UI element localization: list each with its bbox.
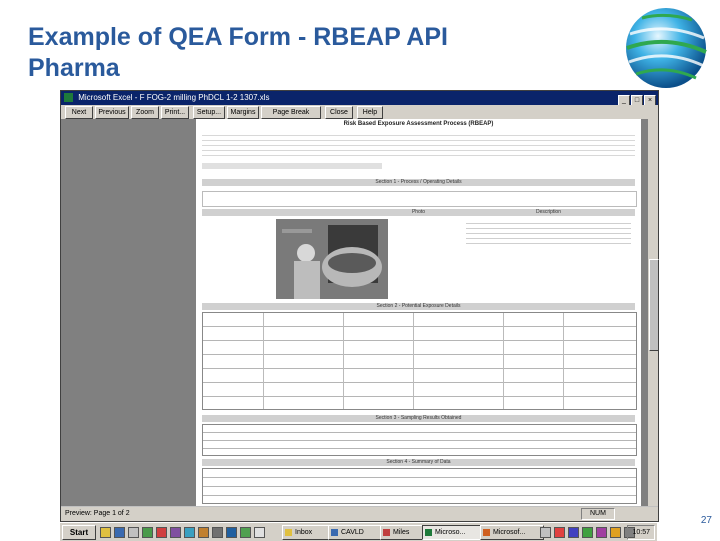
exposure-table: [202, 312, 637, 410]
vertical-scrollbar[interactable]: [648, 119, 658, 506]
status-bar: [61, 507, 658, 521]
form-note-line: [202, 163, 382, 169]
folder-icon: [331, 529, 338, 536]
quicklaunch-icon-4[interactable]: [142, 527, 153, 538]
windows-taskbar: [60, 522, 657, 541]
section-1-row: [202, 191, 637, 207]
tray-icon-5[interactable]: [596, 527, 607, 538]
excel-icon: [425, 529, 432, 536]
next-button[interactable]: Next: [65, 106, 93, 119]
section-4-bar: Section 4 - Summary of Data: [202, 459, 635, 466]
margins-button[interactable]: Margins: [227, 106, 259, 119]
quicklaunch-icon-12[interactable]: [254, 527, 265, 538]
process-photo: [276, 219, 388, 299]
tray-icon-4[interactable]: [582, 527, 593, 538]
quicklaunch-icon-7[interactable]: [184, 527, 195, 538]
section-3-bar: Section 3 - Sampling Results Obtained: [202, 415, 635, 422]
close-window-button[interactable]: ×: [644, 95, 656, 106]
status-preview-page: Preview: Page 1 of 2: [65, 510, 130, 517]
app-icon: [383, 529, 390, 536]
scrollbar-thumb[interactable]: [649, 259, 659, 351]
setup-button[interactable]: Setup...: [193, 106, 225, 119]
summary-table: [202, 468, 637, 504]
tray-icon-1[interactable]: [540, 527, 551, 538]
print-button[interactable]: Print...: [161, 106, 189, 119]
start-button[interactable]: Start: [62, 525, 96, 540]
taskbar-clock: 10:57: [627, 525, 655, 540]
task-inbox[interactable]: Inbox: [282, 525, 336, 540]
status-num: NUM: [581, 508, 615, 520]
help-button[interactable]: Help: [357, 106, 383, 119]
tray-icon-3[interactable]: [568, 527, 579, 538]
quicklaunch-icon-6[interactable]: [170, 527, 181, 538]
excel-icon: [64, 93, 73, 102]
slide-page-number: 27: [700, 515, 712, 526]
powerpoint-icon: [483, 529, 490, 536]
excel-print-preview-window: [60, 90, 659, 522]
previous-button[interactable]: Previous: [95, 106, 129, 119]
quicklaunch-icon-2[interactable]: [114, 527, 125, 538]
minimize-button[interactable]: _: [618, 95, 630, 106]
task-miles[interactable]: Miles: [380, 525, 430, 540]
window-titlebar: [61, 91, 658, 105]
globe-logo-icon: [612, 4, 712, 94]
tray-icon-6[interactable]: [610, 527, 621, 538]
preview-page: [196, 119, 641, 506]
slide-title-line-2: Pharma: [28, 54, 120, 82]
window-title: Microsoft Excel - F FOG-2 milling PhDCL 1-2 1307.xls: [78, 93, 270, 102]
quicklaunch-icon-5[interactable]: [156, 527, 167, 538]
zoom-button[interactable]: Zoom: [131, 106, 159, 119]
close-preview-button[interactable]: Close: [325, 106, 353, 119]
task-cavld[interactable]: CAVLD: [328, 525, 388, 540]
page-break-preview-button[interactable]: Page Break: [261, 106, 321, 119]
quicklaunch-icon-1[interactable]: [100, 527, 111, 538]
form-header-lines: [202, 131, 635, 159]
slide-title-line-1: Example of QEA Form - RBEAP API: [28, 23, 448, 51]
section-1-bar: Section 1 - Process / Operating Details: [202, 179, 635, 186]
section-2-bar: Section 2 - Potential Exposure Details: [202, 303, 635, 310]
photo-bar: Photo: [202, 209, 635, 216]
quicklaunch-icon-11[interactable]: [240, 527, 251, 538]
slide-title: [28, 22, 548, 84]
quicklaunch-icon-3[interactable]: [128, 527, 139, 538]
sampling-table: [202, 424, 637, 456]
outlook-icon: [285, 529, 292, 536]
task-microsoft-2[interactable]: Microsof...: [480, 525, 544, 540]
description-label: Description: [535, 209, 561, 215]
tray-icon-2[interactable]: [554, 527, 565, 538]
form-heading: Risk Based Exposure Assessment Process (RBEAP): [343, 121, 494, 127]
quicklaunch-icon-10[interactable]: [226, 527, 237, 538]
preview-toolbar: [61, 105, 658, 119]
quicklaunch-icon-8[interactable]: [198, 527, 209, 538]
maximize-button[interactable]: □: [631, 95, 643, 106]
quicklaunch-icon-9[interactable]: [212, 527, 223, 538]
task-microsoft-1[interactable]: Microso...: [422, 525, 488, 540]
preview-area: [61, 119, 658, 506]
description-lines: [466, 219, 631, 247]
